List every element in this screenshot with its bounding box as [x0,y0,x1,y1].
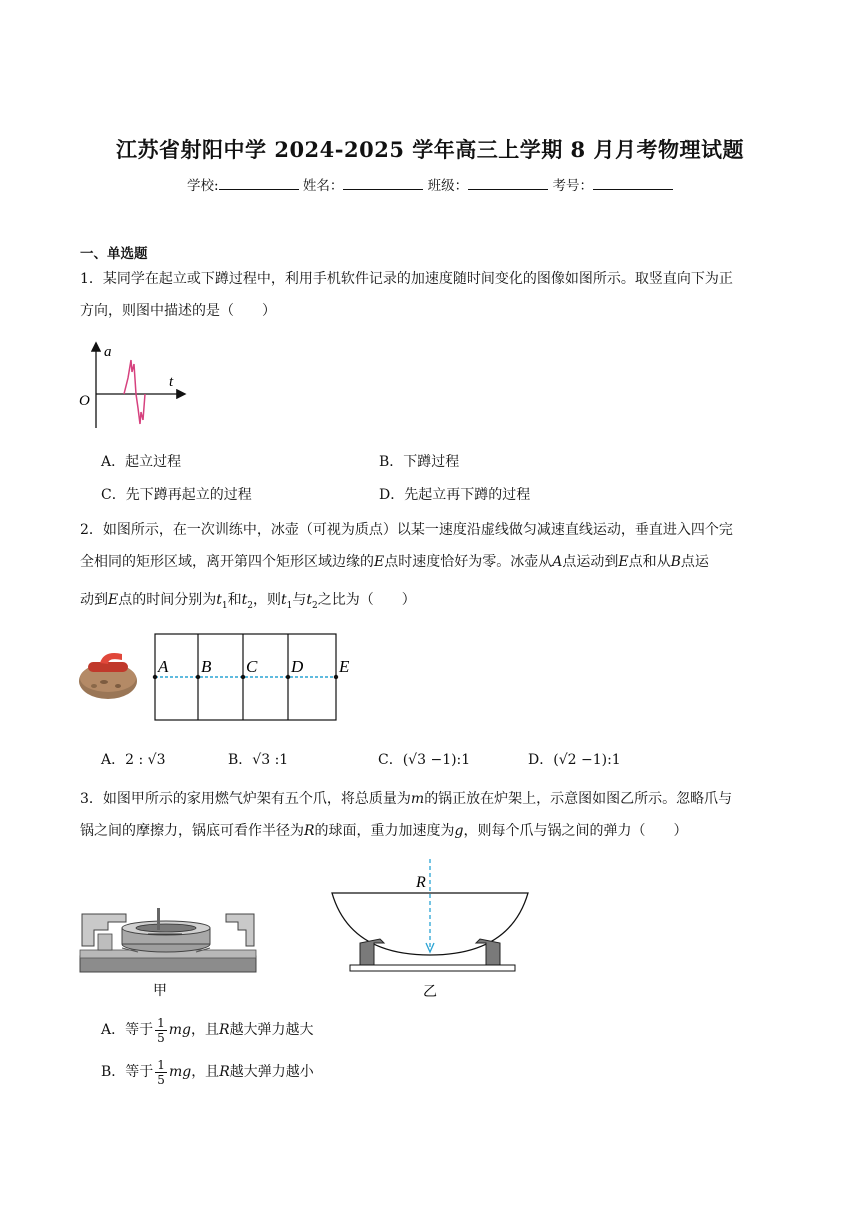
q3-line1: 3．如图甲所示的家用燃气炉架有五个爪，将总质量为m的锅正放在炉架上，示意图如图乙所示。忽略爪与 [80,791,733,807]
point-a-label: A [158,657,169,676]
pot-diagram-figure [330,855,530,1005]
q3-line2: 锅之间的摩擦力，锅底可看作半径为R的球面，重力加速度为g，则每个爪与锅之间的弹力（ ） [80,823,688,839]
exam-no-label: 考号： [552,178,593,194]
q2-option-b[interactable]: B．√3 :1 [228,752,289,768]
q1-line2: 方向，则图中描述的是（ ） [80,303,276,319]
q2-option-d[interactable]: D．(√2 −1):1 [528,752,621,768]
q3-option-b[interactable]: B．等于 $\frac{1}{5}$ mg，且R越大弹力越小 [101,1057,314,1087]
q2-line1: 2．如图所示，在一次训练中，冰壶（可视为质点）以某一速度沿虚线做匀减速直线运动，垂直进入四个完 [80,522,733,538]
q2-option-a[interactable]: A．2 : √3 [101,752,166,768]
q1-option-c[interactable]: C．先下蹲再起立的过程 [101,487,252,503]
q2-line2: 全相同的矩形区域，离开第四个矩形区域边缘的E点时速度恰好为零。冰壶从A点运动到E点和从B点运 [80,554,709,570]
q1-line1: 1．某同学在起立或下蹲过程中，利用手机软件记录的加速度随时间变化的图像如图所示。取竖直向下为正 [80,271,733,287]
section-title: 一、单选题 [80,246,148,262]
student-info-line [0,174,860,194]
gas-stove-figure [78,900,260,1000]
name-label: 姓名： [302,178,344,194]
q2-line3: 动到E点的时间分别为$t_1$和$t_2$，则$t_1$与$t_2$之比为（ ） [80,592,416,611]
page-title: 江苏省射阳中学 2024-2025 学年高三上学期 8 月月考物理试题 [116,137,744,162]
q2-option-c[interactable]: C．(√3 −1):1 [378,752,471,768]
class-blank[interactable] [468,176,548,190]
q2-rectangles-diagram [150,630,365,725]
q1-option-a[interactable]: A．起立过程 [101,454,182,470]
q1-option-b[interactable]: B．下蹲过程 [379,454,460,470]
radius-label: R [416,874,426,891]
fig-jia-caption: 甲 [153,984,167,999]
school-blank[interactable] [219,176,299,190]
exam-no-blank[interactable] [593,176,673,190]
school-label: 学校: [187,178,219,194]
q1-origin: O [79,393,90,409]
q1-acceleration-graph [76,338,191,433]
q1-axis-t: t [169,374,174,390]
point-b-label: B [201,657,212,676]
class-label: 班级： [427,178,469,194]
question-3-stem [80,783,785,847]
q1-axis-a: a [104,344,112,360]
curling-stone-image [78,648,140,700]
question-1-stem [80,263,785,327]
q1-curve [124,360,145,424]
q1-option-d[interactable]: D．先起立再下蹲的过程 [379,487,531,503]
point-c-label: C [246,657,258,676]
point-e-label: E [339,657,350,676]
q3-option-a[interactable]: A．等于 $\frac{1}{5}$ mg，且R越大弹力越大 [101,1015,314,1045]
point-d-label: D [291,657,304,676]
fig-yi-caption: 乙 [423,985,437,1000]
name-blank[interactable] [343,176,423,190]
question-2-stem [80,514,785,622]
